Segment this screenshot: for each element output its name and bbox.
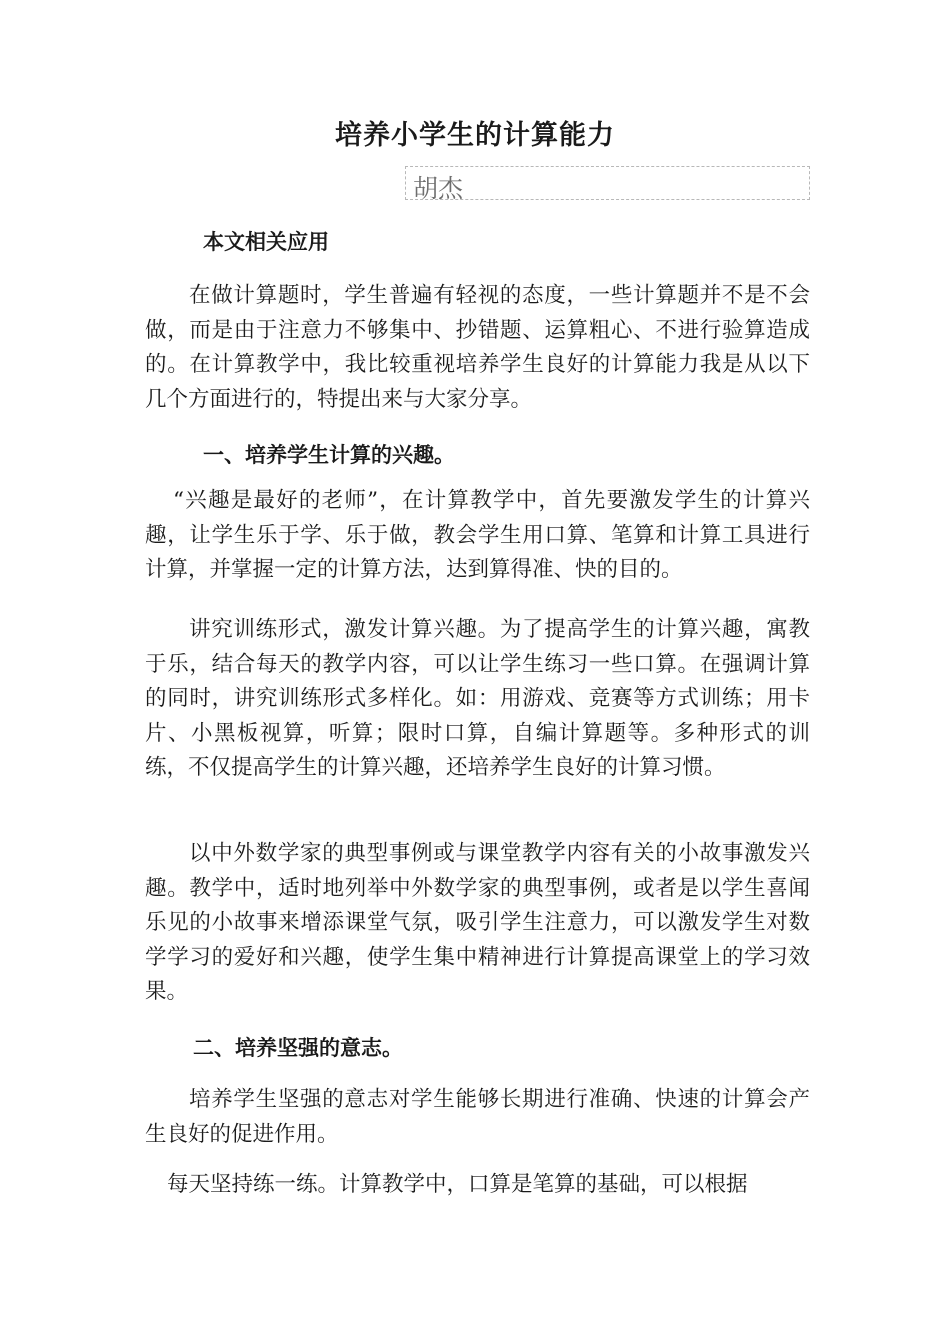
heading-willpower: 二、培养坚强的意志。: [193, 1036, 403, 1060]
section-label: 本文相关应用: [203, 230, 329, 254]
paragraph-intro: 在做计算题时，学生普遍有轻视的态度，一些计算题并不是不会做，而是由于注意力不够集中、抄错题、运算粗心、不进行验算造成的。在计算教学中，我比较重视培养学生良好的计算能力我是从以下几个方面进行的，特提出来与大家分享。: [145, 283, 810, 412]
paragraph-interest: “兴趣是最好的老师”，在计算教学中，首先要激发学生的计算兴趣，让学生乐于学、乐于做，教会学生用口算、笔算和计算工具进行计算，并掌握一定的计算方法，达到算得准、快的目的。: [145, 488, 810, 582]
paragraph-story: 以中外数学家的典型事例或与课堂教学内容有关的小故事激发兴趣。教学中，适时地列举中外数学家的典型事例，或者是以学生喜闻乐见的小故事来增添课堂气氛，吸引学生注意力，可以激发学生对数学学习的爱好和兴趣，使学生集中精神进行计算提高课堂上的学习效果。: [145, 841, 810, 1004]
author-name: 胡杰: [413, 174, 464, 203]
heading-interest: 一、培养学生计算的兴趣。: [203, 443, 455, 467]
paragraph-training-form: 讲究训练形式，激发计算兴趣。为了提高学生的计算兴趣，寓教于乐，结合每天的教学内容，可以让学生练习一些口算。在强调计算的同时，讲究训练形式多样化。如：用游戏、竞赛等方式训练；用卡片、小黑板视算，听算；限时口算，自编计算题等。多种形式的训练，不仅提高学生的计算兴趣，还培养学生良好的计算习惯。: [145, 617, 810, 780]
author-field[interactable]: [405, 166, 810, 203]
document-title: 培养小学生的计算能力: [335, 120, 615, 151]
paragraph-daily-practice: 每天坚持练一练。计算教学中，口算是笔算的基础，可以根据: [167, 1172, 748, 1197]
paragraph-willpower: 培养学生坚强的意志对学生能够长期进行准确、快速的计算会产生良好的促进作用。: [145, 1087, 810, 1147]
